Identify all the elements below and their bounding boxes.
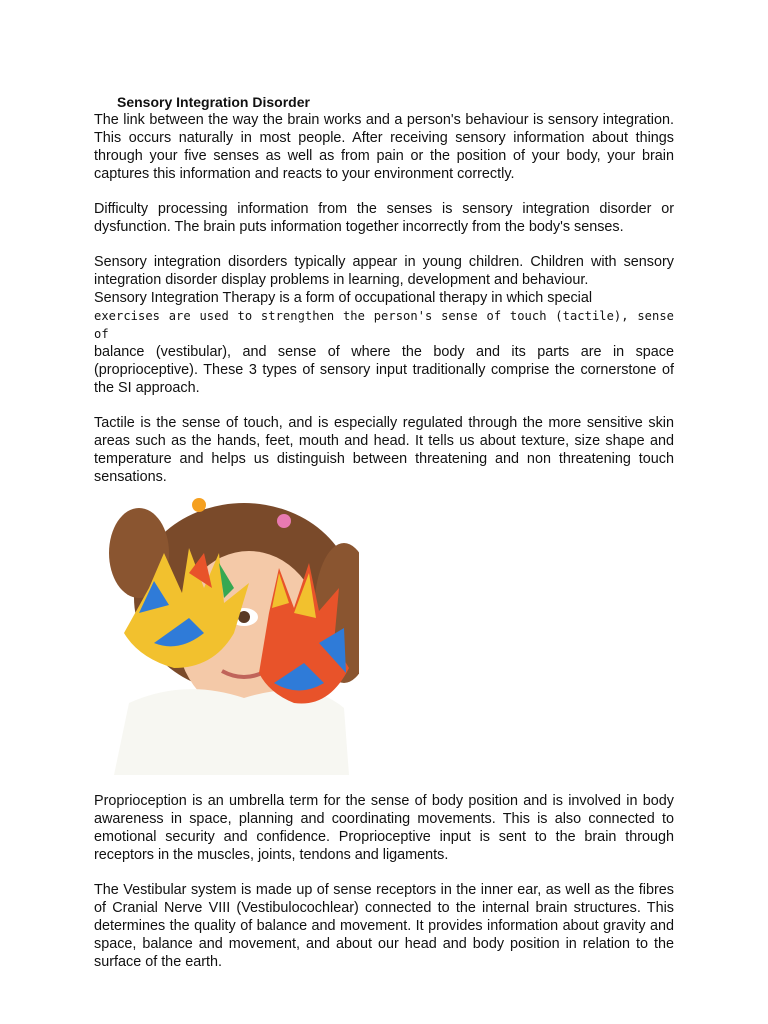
document-body-lower [94,792,674,971]
paragraph-vestibular: The Vestibular system is made up of sense receptors in the inner ear, as well as the fibres of Cranial Nerve VIII (Vestibulocochlear) connected to the internal brain structures. This determines the quality of balance and movement. It provides information about gravity and space, balance and movement, and about our head and body position in relation to the surface of the earth. [94,882,674,970]
paragraph-difficulty: Difficulty processing information from the senses is sensory integration disorder or dysfunction. The brain puts information together incorrectly from the body's senses. [94,201,674,235]
therapy-rest: balance (vestibular), and sense of where the body and its parts are in space (proprioceptive). These 3 types of sensory input traditionally comprise the cornerstone of the SI approach. [94,344,674,396]
paragraph-tactile: Tactile is the sense of touch, and is especially regulated through the more sensitive skin areas such as the hands, feet, mouth and head. It tells us about texture, size shape and temperature and helps us distinguish between threatening and non threatening touch sensations. [94,415,674,485]
paragraph-therapy [94,289,674,397]
paragraph-proprioception: Proprioception is an umbrella term for the sense of body position and is involved in body awareness in space, planning and coordinating movements. This is also connected to emotional security and confidence. Proprioceptive input is sent to the brain through receptors in the muscles, joints, tendons and ligaments. [94,793,674,863]
child-painted-hands-photo [94,493,359,775]
therapy-line1: Sensory Integration Therapy is a form of occupational therapy in which special [94,290,593,306]
document-body [94,94,674,486]
document-title: Sensory Integration Disorder [117,94,310,110]
paragraph-children: Sensory integration disorders typically appear in young children. Children with sensory integration disorder display problems in learning, development and behaviour. [94,254,674,288]
therapy-line2: exercises are used to strengthen the person's sense of touch (tactile), sense of [94,309,674,341]
paragraph-intro: The link between the way the brain works and a person's behaviour is sensory integration. This occurs naturally in most people. After receiving sensory information about things through your five senses as well as from pain or the position of your body, your brain captures this information and reacts to your environment correctly. [94,112,674,182]
